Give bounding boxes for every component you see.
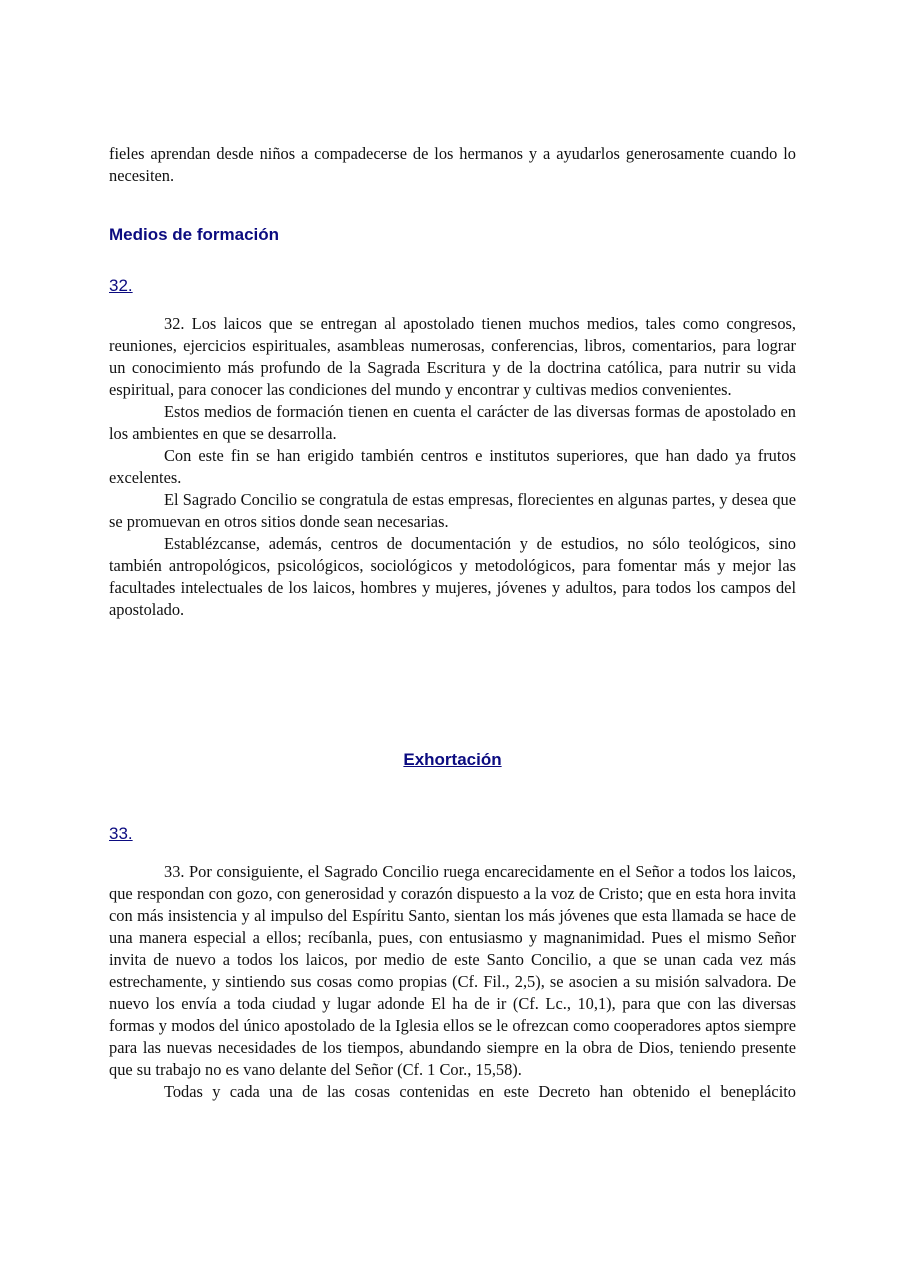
section-heading-exhortacion[interactable]: Exhortación xyxy=(403,750,502,769)
section-33-body xyxy=(109,861,796,1103)
section-heading-medios-de-formacion: Medios de formación xyxy=(109,225,280,244)
paragraph-33-link[interactable]: 33. xyxy=(109,824,133,843)
paragraph: Estos medios de formación tienen en cuenta el carácter de las diversas formas de apostolado en los ambientes en que se desarrolla. xyxy=(109,402,796,443)
paragraph-32-link[interactable]: 32. xyxy=(109,276,133,295)
paragraph: Todas y cada una de las cosas contenidas en este Decreto han obtenido el beneplácito xyxy=(164,1082,796,1101)
paragraph: Con este fin se han erigido también centros e institutos superiores, que han dado ya frutos excelentes. xyxy=(109,446,796,487)
paragraph: Establézcanse, además, centros de documentación y de estudios, no sólo teológicos, sino también antropológicos, psicológicos, sociológicos y metodológicos, para fomentar más y mejor las facultades intelectuales de los laicos, hombres y mujeres, jóvenes y adultos, para todos los campos del apostolado. xyxy=(109,534,796,619)
paragraph: 33. Por consiguiente, el Sagrado Concilio ruega encarecidamente en el Señor a todos los laicos, que respondan con gozo, con generosidad y corazón dispuesto a la voz de Cristo; que en esta hora invita con más insistencia y al impulso del Espíritu Santo, sientan los más jóvenes que esta llamada se hace de una manera especial a ellos; recíbanla, pues, con entusiasmo y magnanimidad. Pues el mismo Señor invita de nuevo a todos los laicos, por medio de este Santo Concilio, a que se unan cada vez más estrechamente, y sintiendo sus cosas como propias (Cf. Fil., 2,5), se asocien a su misión salvadora. De nuevo los envía a toda ciudad y lugar adonde El ha de ir (Cf. Lc., 10,1), para que con las diversas formas y modos del único apostolado de la Iglesia ellos se le ofrezcan como cooperadores aptos siempre para las nuevas necesidades de los tiempos, abundando siempre en la obra de Dios, teniendo presente que su trabajo no es vano delante del Señor (Cf. 1 Cor., 15,58). xyxy=(109,862,796,1079)
paragraph: El Sagrado Concilio se congratula de estas empresas, florecientes en algunas partes, y desea que se promuevan en otros sitios donde sean necesarias. xyxy=(109,490,796,531)
document-page xyxy=(109,143,796,1103)
section-32-body xyxy=(109,313,796,621)
intro-paragraph: fieles aprendan desde niños a compadecerse de los hermanos y a ayudarlos generosamente cuando lo necesiten. xyxy=(109,144,796,185)
paragraph: 32. Los laicos que se entregan al apostolado tienen muchos medios, tales como congresos, reuniones, ejercicios espirituales, asambleas numerosas, conferencias, libros, comentarios, para lograr un conocimiento más profundo de la Sagrada Escritura y de la doctrina católica, para nutrir su vida espiritual, para conocer las condiciones del mundo y encontrar y cultivas medios convenientes. xyxy=(109,314,796,399)
